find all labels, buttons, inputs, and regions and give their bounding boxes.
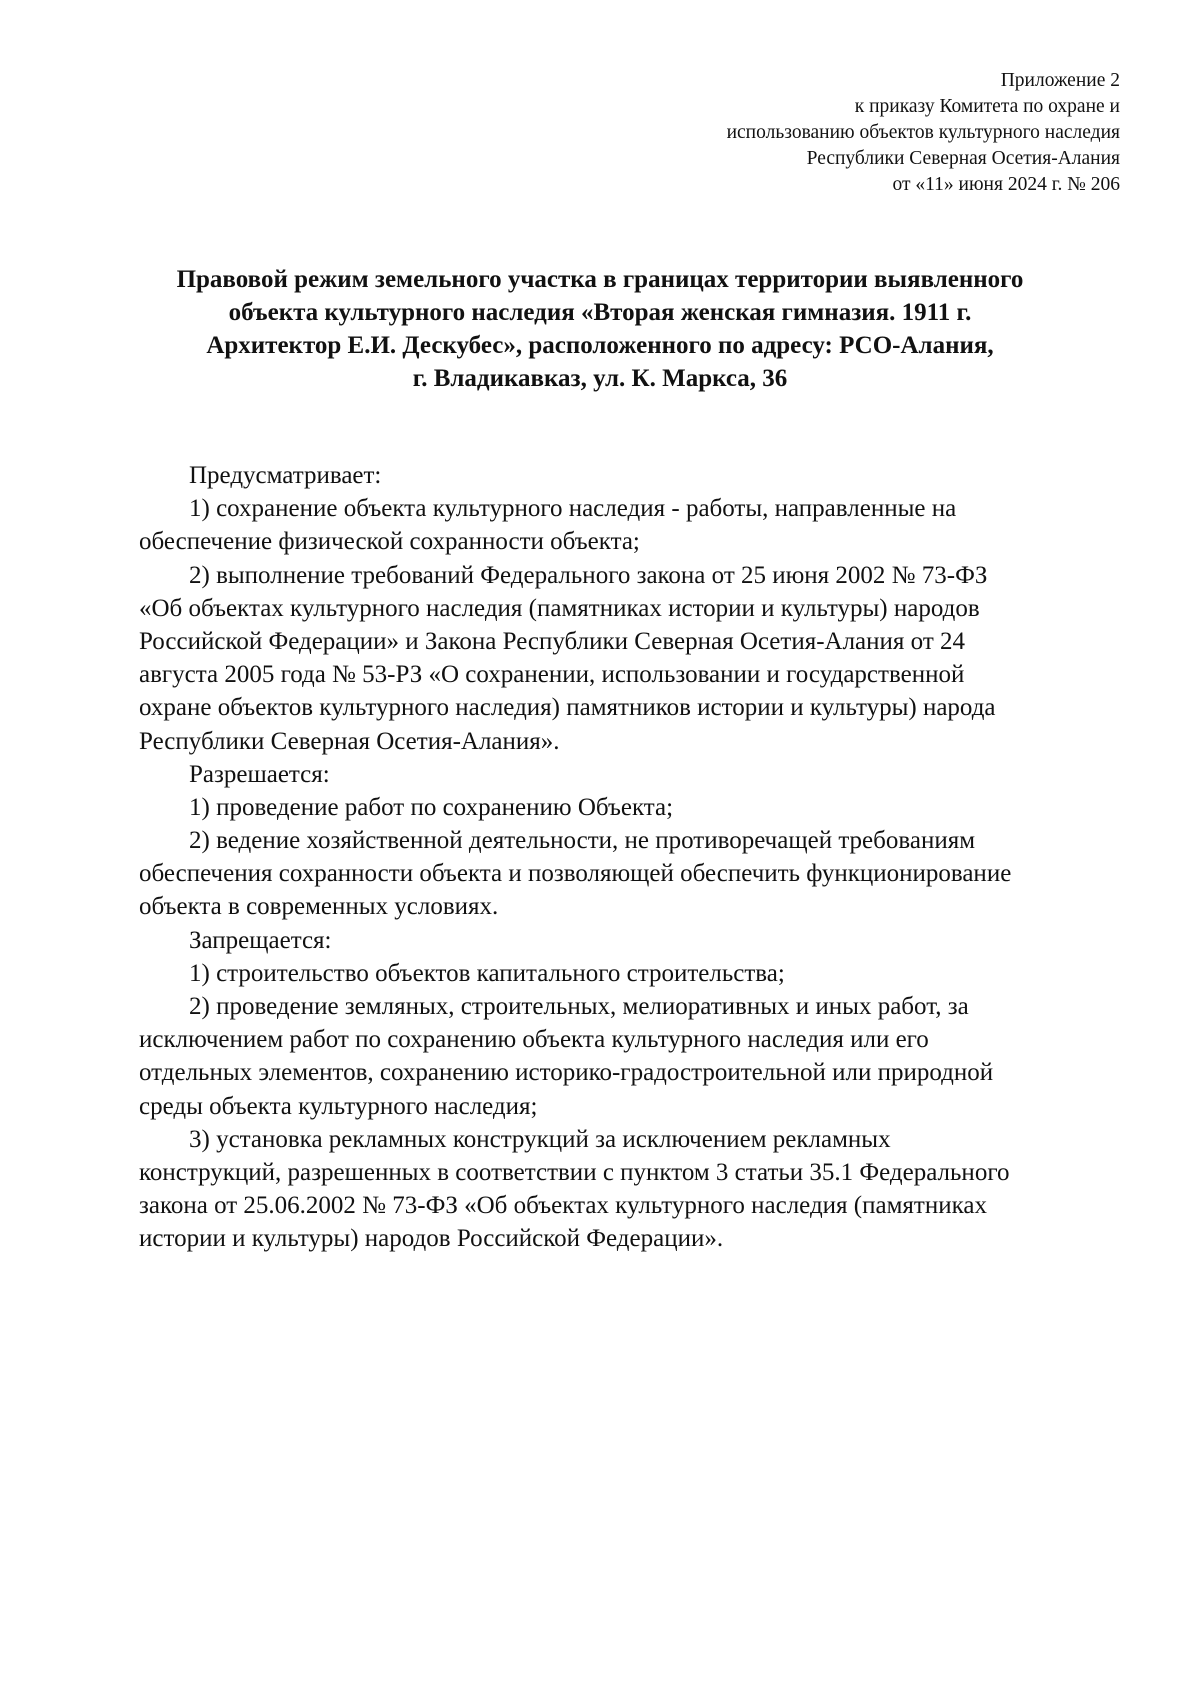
forbidden-item-3-line: 3) установка рекламных конструкций за исключением рекламных (189, 1125, 891, 1153)
document-title (100, 263, 1100, 395)
appendix-republic: Республики Северная Осетия-Алания (806, 148, 1120, 169)
appendix-committee: использованию объектов культурного наследия (726, 122, 1120, 143)
forbidden-item-3-line: истории и культуры) народов Российской Федерации». (139, 1225, 724, 1253)
document-body (139, 459, 1121, 1256)
appendix-order-ref: к приказу Комитета по охране и (854, 96, 1120, 117)
title-line: Правовой режим земельного участка в границах территории выявленного (176, 266, 1024, 293)
allowed-heading: Разрешается: (189, 760, 330, 788)
appendix-header (600, 68, 1120, 198)
allowed-item-2-line: объекта в современных условиях. (139, 893, 499, 921)
provides-heading: Предусматривает: (189, 462, 382, 489)
allowed-item-2-line: обеспечения сохранности объекта и позволяющей обеспечить функционирование (139, 860, 1012, 888)
forbidden-item-2-line: среды объекта культурного наследия; (139, 1092, 538, 1120)
provides-item-1-line: обеспечение физической сохранности объекта; (139, 528, 640, 556)
provides-item-2-line: Российской Федерации» и Закона Республики Северная Осетия-Алания от 24 (139, 627, 966, 655)
provides-item-2-line: августа 2005 года № 53-РЗ «О сохранении, использовании и государственной (139, 661, 965, 689)
forbidden-item-3-line: закона от 25.06.2002 № 73-ФЗ «Об объектах культурного наследия (памятниках (139, 1192, 987, 1220)
provides-item-2-line: Республики Северная Осетия-Алания». (139, 727, 560, 755)
forbidden-item-2-line: 2) проведение земляных, строительных, мелиоративных и иных работ, за (189, 993, 969, 1020)
provides-item-1-line: 1) сохранение объекта культурного наследия - работы, направленные на (189, 495, 957, 523)
title-line: г. Владикавказ, ул. К. Маркса, 36 (412, 365, 788, 392)
provides-item-2-line: охране объектов культурного наследия) памятников истории и культуры) народа (139, 694, 996, 722)
appendix-date-number: от «11» июня 2024 г. № 206 (892, 174, 1120, 195)
allowed-item-2-line: 2) ведение хозяйственной деятельности, не противоречащей требованиям (189, 827, 976, 855)
title-line: Архитектор Е.И. Дескубес», расположенного по адресу: РСО-Алания, (206, 332, 994, 359)
forbidden-item-1: 1) строительство объектов капитального строительства; (189, 959, 785, 987)
forbidden-item-2-line: отдельных элементов, сохранению историко-градостроительной или природной (139, 1059, 994, 1087)
provides-item-2-line: 2) выполнение требований Федерального закона от 25 июня 2002 № 73-ФЗ (189, 561, 988, 589)
forbidden-item-2-line: исключением работ по сохранению объекта культурного наследия или его (139, 1026, 929, 1054)
forbidden-heading: Запрещается: (189, 926, 332, 954)
appendix-number: Приложение 2 (1000, 70, 1120, 91)
forbidden-item-3-line: конструкций, разрешенных в соответствии с пунктом 3 статьи 35.1 Федерального (139, 1158, 1010, 1186)
title-line: объекта культурного наследия «Вторая женская гимназия. 1911 г. (228, 299, 972, 326)
allowed-item-1: 1) проведение работ по сохранению Объекта; (189, 793, 674, 821)
provides-item-2-line: «Об объектах культурного наследия (памятниках истории и культуры) народов (139, 594, 980, 622)
